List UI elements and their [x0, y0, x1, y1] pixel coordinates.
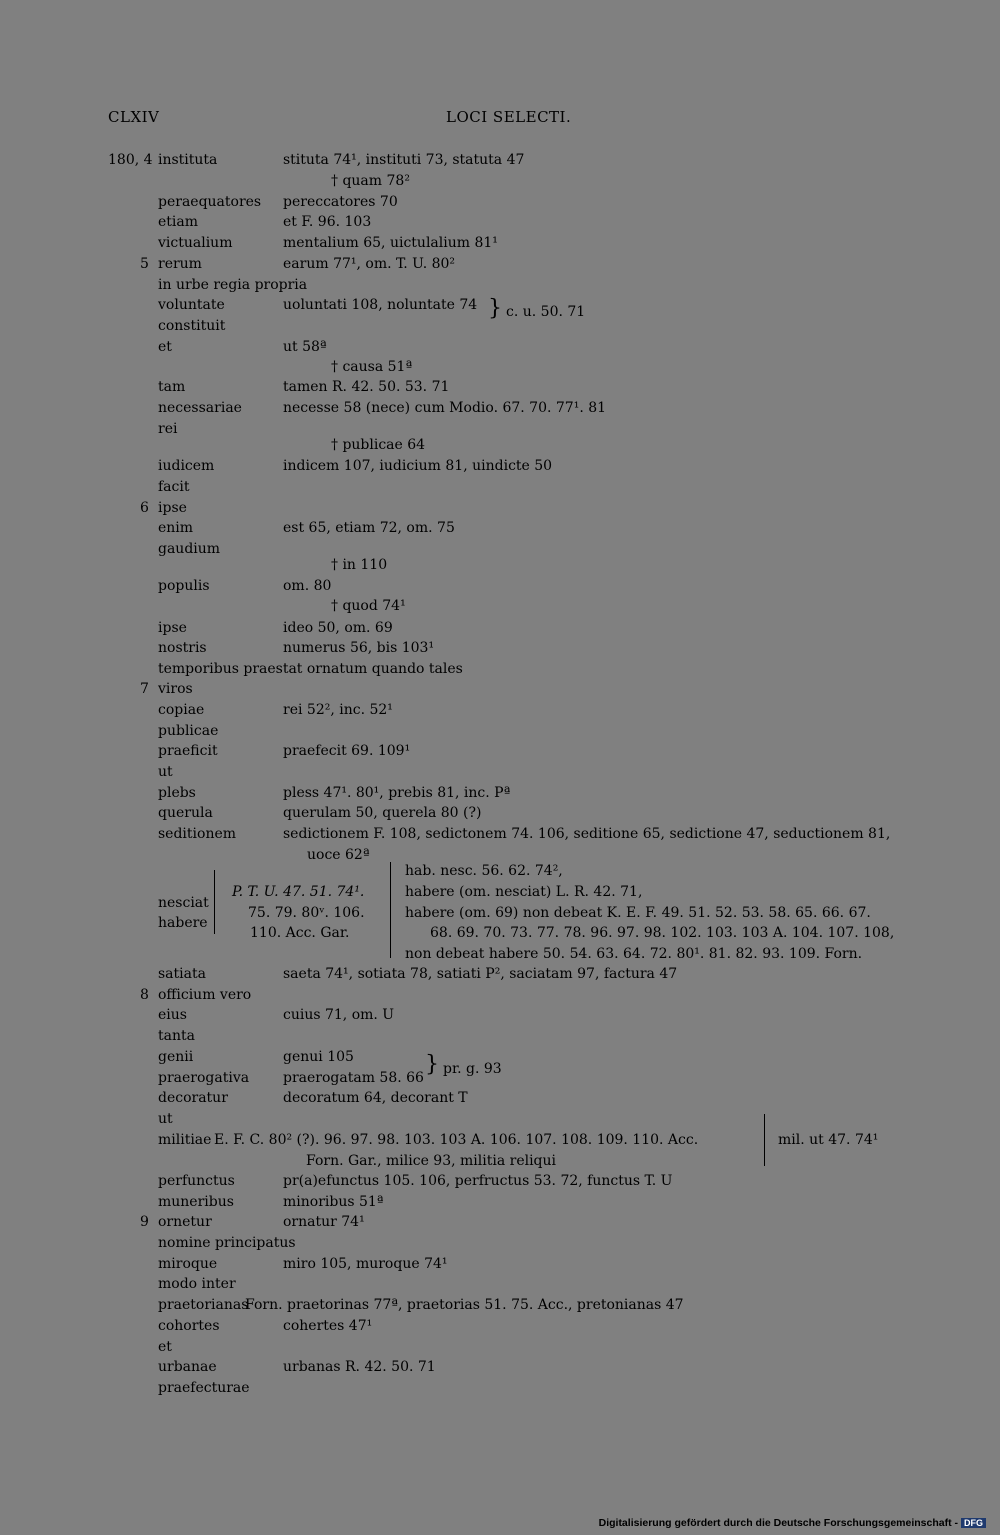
lemma: praeficit	[158, 743, 218, 759]
variants: ideo 50, om. 69	[283, 620, 393, 636]
lemma: querula	[158, 805, 213, 821]
brace: }	[488, 296, 502, 321]
lemma: in urbe regia propria	[158, 277, 308, 293]
lemma: cohortes	[158, 1318, 220, 1334]
lemma: voluntate	[158, 297, 225, 313]
variants: praerogatam 58. 66	[283, 1070, 424, 1086]
lemma: rerum	[158, 256, 202, 272]
lemma: praetorianas	[158, 1297, 249, 1313]
lemma: et	[158, 339, 172, 355]
lemma: miroque	[158, 1256, 218, 1272]
variants: rei 52², inc. 52¹	[283, 702, 393, 718]
variants: minoribus 51ª	[283, 1194, 384, 1210]
lemma: officium vero	[158, 987, 252, 1003]
lemma: publicae	[158, 723, 219, 739]
lemma: seditionem	[158, 826, 237, 842]
group-note: c. u. 50. 71	[506, 304, 586, 320]
variants: saeta 74¹, sotiata 78, satiati P², saciatam 97, factura 47	[283, 966, 678, 982]
lemma: populis	[158, 578, 210, 594]
variants: E. F. C. 80² (?). 96. 97. 98. 103. 103 A. 106. 107. 108. 109. 110. Acc.	[214, 1132, 699, 1148]
footer-credit	[599, 1517, 986, 1529]
lemma: viros	[158, 681, 193, 697]
lemma: genii	[158, 1049, 194, 1065]
lemma: gaudium	[158, 541, 221, 557]
variants: stituta 74¹, instituti 73, statuta 47	[283, 152, 525, 168]
line-number: 8	[140, 987, 149, 1003]
lemma: modo inter	[158, 1276, 236, 1292]
variants: ornatur 74¹	[283, 1214, 365, 1230]
lemma: peraequatores	[158, 194, 262, 210]
variants: tamen R. 42. 50. 53. 71	[283, 379, 450, 395]
lemma: satiata	[158, 966, 206, 982]
variants: pereccatores 70	[283, 194, 398, 210]
lemma: ut	[158, 764, 173, 780]
line-number: 9	[140, 1214, 149, 1230]
lemma: muneribus	[158, 1194, 234, 1210]
variants: sedictionem F. 108, sedictonem 74. 106, seditione 65, sedictione 47, seductionem 81,	[283, 826, 891, 842]
brace-left	[214, 870, 215, 934]
lemma: instituta	[158, 152, 218, 168]
variants: ut 58ª	[283, 339, 327, 355]
variants: cuius 71, om. U	[283, 1007, 395, 1023]
variants: pless 47¹. 80¹, prebis 81, inc. Pª	[283, 785, 511, 801]
lemma: eius	[158, 1007, 187, 1023]
lemma: decoratur	[158, 1090, 228, 1106]
continuation: uoce 62ª	[307, 847, 370, 863]
variants: Forn. praetorinas 77ª, praetorias 51. 75. Acc., pretonianas 47	[245, 1297, 684, 1313]
group-note: pr. g. 93	[443, 1061, 502, 1077]
addition: † quam 78²	[331, 173, 410, 189]
lemma: et	[158, 1339, 172, 1355]
lemma: necessariae	[158, 400, 242, 416]
variants: necesse 58 (nece) cum Modio. 67. 70. 77¹. 81	[283, 400, 607, 416]
lemma: ipse	[158, 620, 187, 636]
lemma: nostris	[158, 640, 207, 656]
variants: earum 77¹, om. T. U. 80²	[283, 256, 456, 272]
lemma: urbanae	[158, 1359, 217, 1375]
variants: om. 80	[283, 578, 332, 594]
lemma: tanta	[158, 1028, 195, 1044]
variants: cohertes 47¹	[283, 1318, 373, 1334]
lemma: tam	[158, 379, 186, 395]
lemma: iudicem	[158, 458, 215, 474]
lemma: praerogativa	[158, 1070, 250, 1086]
lemma: plebs	[158, 785, 196, 801]
variants: est 65, etiam 72, om. 75	[283, 520, 455, 536]
lemma: habere	[158, 915, 208, 931]
lemma: facit	[158, 479, 190, 495]
running-title: LOCI SELECTI.	[446, 108, 572, 126]
lemma: etiam	[158, 214, 199, 230]
variants: 68. 69. 70. 73. 77. 78. 96. 97. 98. 102. 103. 103 A. 104. 107. 108,	[430, 925, 895, 941]
dfg-logo: DFG	[961, 1518, 986, 1528]
variants: urbanas R. 42. 50. 71	[283, 1359, 436, 1375]
variants: mentalium 65, uictulalium 81¹	[283, 235, 498, 251]
lemma: ut	[158, 1111, 173, 1127]
lemma: victualium	[158, 235, 233, 251]
line-number: 180, 4	[108, 152, 153, 168]
variants: hab. nesc. 56. 62. 74²,	[405, 863, 563, 879]
variants: habere (om. 69) non debeat K. E. F. 49. 51. 52. 53. 58. 65. 66. 67.	[405, 905, 871, 921]
lemma: constituit	[158, 318, 226, 334]
variants: indicem 107, iudicium 81, uindicte 50	[283, 458, 553, 474]
brace: }	[425, 1052, 439, 1077]
lemma: perfunctus	[158, 1173, 235, 1189]
witness-list: 110. Acc. Gar.	[250, 925, 350, 941]
footer-text: Digitalisierung gefördert durch die Deutsche Forschungsgemeinschaft -	[598, 1517, 958, 1529]
addition: † causa 51ª	[331, 359, 413, 375]
lemma: nomine principatus	[158, 1235, 296, 1251]
variants: decoratum 64, decorant T	[283, 1090, 468, 1106]
variants: non debeat habere 50. 54. 63. 64. 72. 80¹. 81. 82. 93. 109. Forn.	[405, 946, 863, 962]
addition: † quod 74¹	[331, 598, 406, 614]
lemma: nesciat	[158, 895, 209, 911]
lemma: rei	[158, 421, 178, 437]
lemma: praefecturae	[158, 1380, 250, 1396]
witness-list: P. T. U. 47. 51. 74¹.	[232, 884, 365, 900]
continuation: Forn. Gar., milice 93, militia reliqui	[306, 1153, 557, 1169]
variants: uoluntati 108, noluntate 74	[283, 297, 478, 313]
brace-right	[764, 1114, 765, 1166]
variants: miro 105, muroque 74¹	[283, 1256, 448, 1272]
variants: querulam 50, querela 80 (?)	[283, 805, 482, 821]
lemma: ornetur	[158, 1214, 212, 1230]
variants: pr(a)efunctus 105. 106, perfructus 53. 72, functus T. U	[283, 1173, 673, 1189]
page-number: CLXIV	[108, 108, 160, 126]
addition: † in 110	[331, 557, 388, 573]
variants: praefecit 69. 109¹	[283, 743, 411, 759]
lemma: copiae	[158, 702, 205, 718]
witness-list: 75. 79. 80ᵛ. 106.	[248, 905, 365, 921]
variants: numerus 56, bis 103¹	[283, 640, 435, 656]
lemma: enim	[158, 520, 194, 536]
variants: et F. 96. 103	[283, 214, 372, 230]
variants: habere (om. nesciat) L. R. 42. 71,	[405, 884, 643, 900]
addition: † publicae 64	[331, 437, 426, 453]
lemma: militiae	[158, 1132, 212, 1148]
line-number: 6	[140, 500, 149, 516]
line-number: 7	[140, 681, 149, 697]
variants: genui 105	[283, 1049, 354, 1065]
brace-right	[390, 862, 391, 958]
lemma: temporibus praestat ornatum quando tales	[158, 661, 463, 677]
line-number: 5	[140, 256, 149, 272]
group-note: mil. ut 47. 74¹	[778, 1132, 879, 1148]
lemma: ipse	[158, 500, 187, 516]
